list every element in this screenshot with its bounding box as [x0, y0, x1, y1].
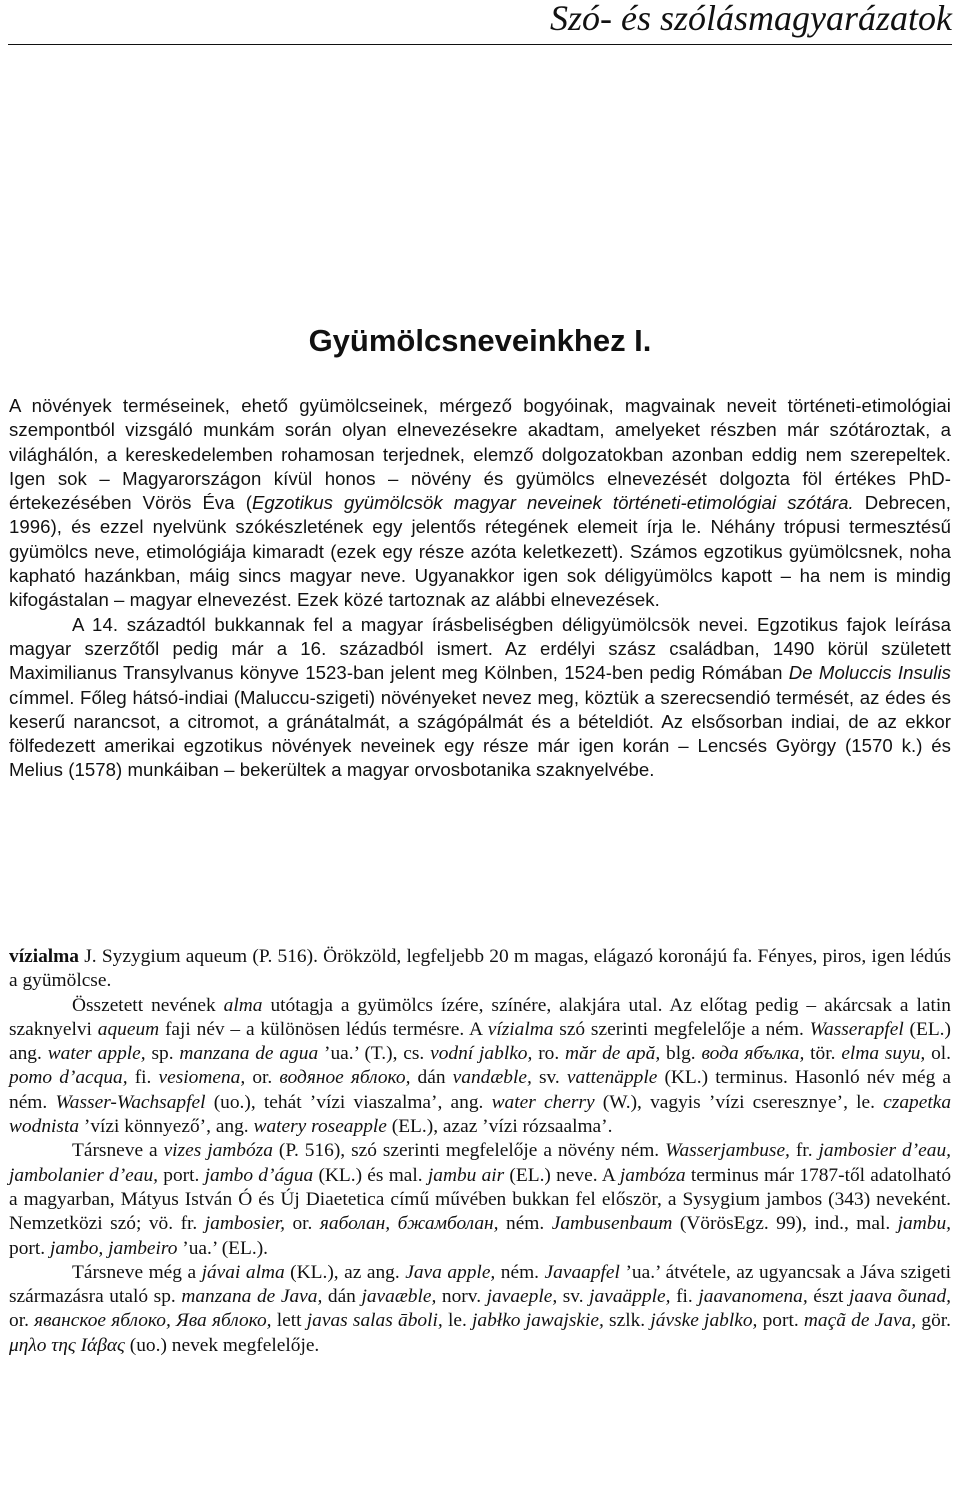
italic-term: pomo d’acqua, — [9, 1067, 128, 1089]
text-run: faji név – a különösen lédús termésre. A — [159, 1018, 488, 1040]
text-run: le. — [442, 1310, 473, 1332]
italic-term: vodní jablko, — [430, 1043, 533, 1065]
text-run: sv. — [557, 1286, 590, 1308]
text-run: fi. — [127, 1067, 159, 1089]
italic-term: manzana de Java, — [181, 1286, 323, 1308]
text-run: terminus már 1787-től adatolható a magyarban, Mátyus István Ó és Új Diaetetica című művében bukkan fel először, a Sysygium jambos (343) neveként. Nemzetközi szó; vö. fr. — [9, 1164, 952, 1235]
text-run: (KL.) terminus. Hasonló név még a ném. — [9, 1067, 951, 1113]
italic-term: вода ябълка, — [701, 1043, 805, 1065]
italic-term: Wasserapfel — [809, 1018, 904, 1040]
cited-book-title: De Moluccis Insulis — [788, 662, 951, 684]
italic-term: jambosier d’eau, jambolanier d’eau, — [9, 1140, 951, 1186]
text-run: ném. — [498, 1213, 552, 1235]
text-run: or. — [9, 1310, 35, 1332]
header-rule — [8, 44, 952, 45]
italic-term: water cherry — [491, 1091, 595, 1113]
text-run: port. — [9, 1237, 50, 1259]
italic-term: яванское яблоко, Ява яблоко, — [34, 1310, 272, 1332]
running-head: Szó- és szólásmagyarázatok — [550, 0, 952, 38]
italic-term: Java apple, — [405, 1261, 496, 1283]
text-run: ném. — [495, 1261, 545, 1283]
italic-term: Wasserjambuse, — [665, 1140, 790, 1162]
text-run: Társneve még a — [72, 1261, 202, 1283]
italic-term: măr de apă, — [565, 1043, 661, 1065]
italic-term: vandæble, — [452, 1067, 532, 1089]
italic-term: alma — [223, 994, 263, 1016]
text-run: (W.), vagyis ’vízi cseresznye’, le. — [594, 1091, 884, 1113]
text-run: ’ua.’ (EL.). — [177, 1237, 269, 1259]
text-run: Összetett nevének — [72, 994, 224, 1016]
text-run: szó szerinti megfelelője a ném. — [553, 1018, 810, 1040]
text-run: port. — [757, 1310, 804, 1332]
italic-term: jaavanomena, — [698, 1286, 808, 1308]
italic-term: czapetka wodnista — [9, 1091, 952, 1138]
text-run: ol. — [925, 1043, 952, 1065]
text-run: blg. — [660, 1043, 702, 1065]
italic-term: vizes jambóza — [163, 1140, 273, 1162]
text-run: (uo.), tehát ’vízi viaszalma’, ang. — [205, 1091, 492, 1113]
italic-term: javaæble, — [361, 1286, 437, 1308]
text-run: tör. — [804, 1043, 842, 1065]
text-run: (KL.) és mal. — [313, 1164, 428, 1186]
text-run: (EL.) ang. — [9, 1018, 951, 1065]
intro-p2-part-b: címmel. Főleg hátsó-indiai (Maluccu-szigeti) növényeket nevez meg, köztük a szerecsendió termését, az édes és keserű narancsot, a citromot, a gránátalmát, a szágópálmát és a bételdiót. Az elsősorban indiai, de az ekkor fölfedezett amerikai egzotikus növények neveinek egy része már igen korán – Lencsés György (1570 k.) és Melius (1578) munkáiban – bekerültek a magyar orvosbotanika szaknyelvébe. — [9, 686, 951, 781]
text-run: ’vízi könnyező’, ang. — [79, 1116, 254, 1138]
italic-term: vattenäpple — [566, 1067, 658, 1089]
text-run: norv. — [436, 1286, 487, 1308]
text-run: szlk. — [603, 1310, 651, 1332]
intro-sentence-2: Igen sok – Magyarországon kívül honos – növény és gyümölcs elnevezését dolgozta föl értékes PhD-értekezésében Vörös Éva ( — [9, 467, 951, 514]
entry-head — [9, 945, 951, 994]
intro-sentence-4: Néhány trópusi termesztésű gyümölcs neve, etimológiája kimaradt (ezek egy része azóta keletkezett). Számos egzotikus gyümölcsnek, noha kapható hazánkban, máig sincs magyar neve. Ugyanakkor igen sok déligyümölcs kapott – ha nem is mindig kifogástalan – magyar elnevezést. Ezek közé tartoznak az alábbi elnevezések. — [9, 516, 952, 611]
article-title: Gyümölcsneveinkhez I. — [308, 323, 652, 358]
italic-term: Javaapfel — [544, 1261, 620, 1283]
text-run: dán — [410, 1067, 453, 1089]
italic-term: водяное яблоко, — [279, 1067, 411, 1089]
text-run: Társneve a — [72, 1140, 164, 1162]
text-run: (P. 516), szó szerinti megfelelője a növény ném. — [272, 1140, 666, 1162]
text-run: sv. — [531, 1067, 567, 1089]
italic-term: μηλο της Ιάβας — [9, 1334, 125, 1356]
text-run: (KL.), az ang. — [284, 1261, 406, 1283]
text-run: fi. — [670, 1286, 699, 1308]
text-run: ro. — [532, 1043, 566, 1065]
intro-sentence-3: Debrecen, 1996), és ezzel nyelvünk szókészletének egy jelentős rétegének elemeit írja le. — [9, 492, 952, 538]
entry-paragraph-1 — [9, 994, 951, 1140]
italic-term: Jambusenbaum — [551, 1213, 673, 1235]
italic-term: jambu air — [427, 1164, 505, 1186]
text-run: ’ua.’ (T.), cs. — [318, 1043, 431, 1065]
italic-term: watery roseapple — [253, 1116, 387, 1138]
intro-section — [9, 394, 951, 783]
text-run: (EL.), azaz ’vízi rózsaalma’. — [386, 1116, 613, 1138]
italic-term: vízialma — [487, 1018, 554, 1040]
italic-term: яаболан, бжамболан, — [319, 1213, 499, 1235]
text-run: sp. — [145, 1043, 180, 1065]
text-run: ’ua.’ átvétele, az ugyancsak a Jáva szigeti származásra utaló sp. — [9, 1261, 952, 1308]
italic-term: jambosier, — [204, 1213, 285, 1235]
intro-p2-part-a: A 14. századtól bukkannak fel a magyar írásbeliségben déligyümölcsök nevei. Egzotikus fajok leírása magyar szerzőtől pedig már a 16. századból ismert. Az erdélyi szász családban, 1490 körül született Maximilianus Transylvanus könyve 1523-ban jelent meg Kölnben, 1524-ben pedig Rómában — [9, 613, 951, 684]
italic-term: javas salas āboli, — [306, 1310, 443, 1332]
text-run: or. — [245, 1067, 280, 1089]
dictionary-entry — [9, 945, 951, 1358]
italic-term: jambóza — [619, 1164, 686, 1186]
italic-term: jambo d’água — [204, 1164, 314, 1186]
italic-term: javaäpple, — [589, 1286, 671, 1308]
text-run: (EL.) neve. A — [504, 1164, 620, 1186]
italic-term: javaeple, — [486, 1286, 558, 1308]
italic-term: Wasser-Wachsapfel — [55, 1091, 206, 1113]
italic-term: jaava õunad, — [849, 1286, 952, 1308]
text-run: észt — [807, 1286, 850, 1308]
italic-term: jambu, — [897, 1213, 951, 1235]
cited-title: Egzotikus gyümölcsök magyar neveinek történeti-etimológiai szótára. — [251, 492, 854, 514]
italic-term: elma suyu, — [841, 1043, 926, 1065]
text-run: utótagja a gyümölcs ízére, színére, alakjára utal. Az előtag pedig – akárcsak a latin szaknyelvi — [9, 994, 951, 1040]
italic-term: aqueum — [97, 1018, 160, 1040]
text-run: (VörösEgz. 99), ind., mal. — [672, 1213, 898, 1235]
italic-term: manzana de agua — [179, 1043, 319, 1065]
text-run: or. — [285, 1213, 320, 1235]
intro-paragraph-1 — [9, 394, 951, 613]
text-run: lett — [271, 1310, 307, 1332]
intro-paragraph-2 — [9, 613, 951, 783]
intro-sentence-1: A növények terméseinek, ehető gyümölcseinek, mérgező bogyóinak, magvainak neveit történeti-etimológiai szempontból vizsgáló munkám során olyan elnevezésekre akadtam, amelyeket részben már szótároztak, a világhálón, a kereskedelemben rohamosan terjednek, elemző dolgozatokban azonban eddig nem szerepeltek. — [9, 395, 951, 465]
entry-paragraph-2 — [9, 1139, 951, 1260]
italic-term: maçã de Java, — [803, 1310, 917, 1332]
text-run: port. — [158, 1164, 205, 1186]
entry-paragraph-3 — [9, 1261, 951, 1358]
italic-term: water apple, — [47, 1043, 146, 1065]
entry-definition: J. Syzygium aqueum (P. 516). Örökzöld, legfeljebb 20 m magas, elágazó koronájú fa. Fényes, piros, igen lédús a gyümölcse. — [9, 946, 951, 992]
italic-term: jambo, jambeiro — [49, 1237, 178, 1259]
text-run: (uo.) nevek megfelelője. — [124, 1334, 320, 1356]
italic-term: vesiomena, — [158, 1067, 246, 1089]
italic-term: jabłko jawajskie, — [472, 1310, 604, 1332]
italic-term: jávai alma — [201, 1261, 285, 1283]
text-run: gör. — [916, 1310, 951, 1332]
text-run: fr. — [789, 1140, 819, 1162]
text-run: dán — [322, 1286, 362, 1308]
entry-headword: vízialma — [9, 946, 80, 967]
italic-term: jávske jablko, — [650, 1310, 758, 1332]
